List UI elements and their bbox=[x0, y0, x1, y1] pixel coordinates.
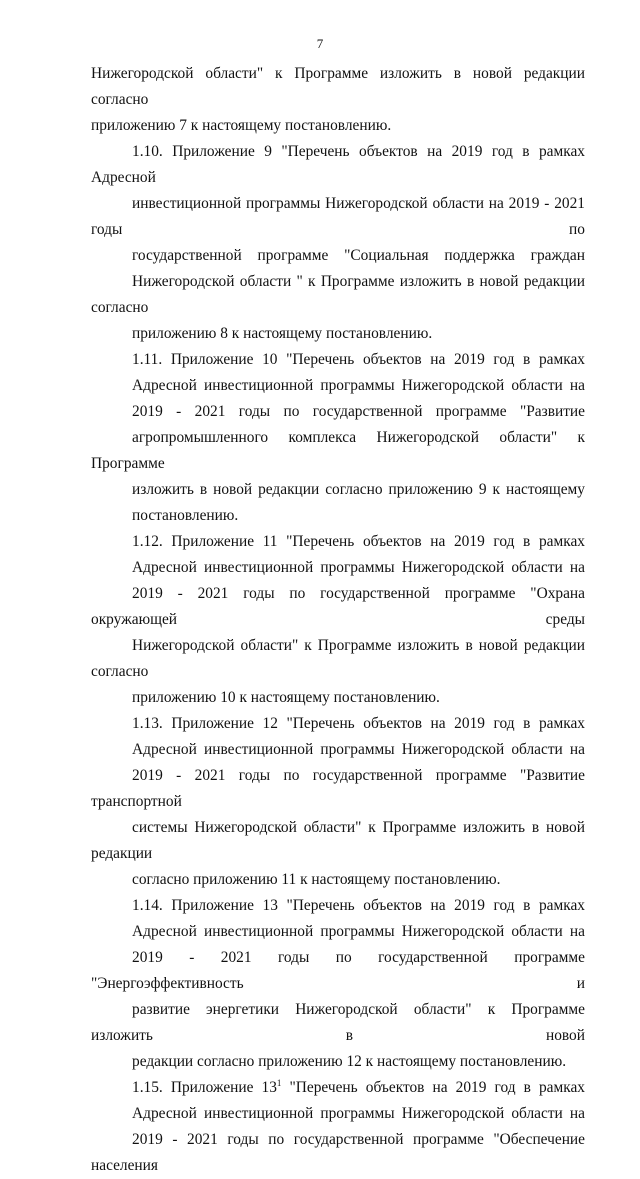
text-line bbox=[91, 997, 585, 1049]
line-text: приложению 7 к настоящему постановлению. bbox=[91, 117, 392, 134]
text-line bbox=[91, 477, 585, 503]
line-text: редакции согласно приложению 12 к настоящему постановлению. bbox=[132, 1053, 567, 1070]
text-line bbox=[91, 1101, 585, 1127]
line-text: государственной программе "Социальная поддержка граждан bbox=[132, 247, 585, 264]
text-line bbox=[91, 529, 585, 555]
line-text: приложению 10 к настоящему постановлению. bbox=[132, 689, 440, 706]
paragraph bbox=[91, 61, 585, 139]
text-line bbox=[91, 893, 585, 919]
line-text: согласно приложению 11 к настоящему постановлению. bbox=[132, 871, 501, 888]
text-line bbox=[91, 347, 585, 373]
paragraph bbox=[91, 347, 585, 529]
line-text-continued: "Перечень объектов на 2019 год в рамках bbox=[281, 1079, 585, 1096]
line-text: 2019 - 2021 годы по государственной программе "Энергоэффективность и bbox=[91, 949, 585, 992]
page-number: 7 bbox=[316, 36, 324, 51]
text-line bbox=[91, 243, 585, 269]
line-text: приложению 8 к настоящему постановлению. bbox=[132, 325, 433, 342]
paragraph bbox=[91, 529, 585, 711]
line-text: 2019 - 2021 годы по государственной программе "Охрана окружающей среды bbox=[91, 585, 585, 628]
line-text: Нижегородской области" к Программе изложить в новой редакции согласно bbox=[91, 65, 585, 108]
text-line bbox=[91, 191, 585, 243]
text-line bbox=[91, 113, 585, 139]
line-text: Адресной инвестиционной программы Нижегородской области на bbox=[132, 559, 585, 576]
text-line bbox=[91, 139, 585, 191]
text-line bbox=[91, 737, 585, 763]
text-line bbox=[91, 867, 585, 893]
line-text: 1.15. Приложение 13 bbox=[132, 1079, 277, 1096]
line-text: системы Нижегородской области" к Программе изложить в новой редакции bbox=[91, 819, 585, 862]
text-line bbox=[91, 685, 585, 711]
paragraph bbox=[91, 139, 585, 347]
text-line bbox=[91, 763, 585, 815]
line-text: 2019 - 2021 годы по государственной программе "Развитие транспортной bbox=[91, 767, 585, 810]
text-line bbox=[91, 581, 585, 633]
text-line bbox=[91, 945, 585, 997]
text-line bbox=[91, 555, 585, 581]
line-text: постановлению. bbox=[132, 507, 239, 524]
line-text: Нижегородской области " к Программе изложить в новой редакции согласно bbox=[91, 273, 585, 316]
text-line bbox=[91, 503, 585, 529]
line-text: 1.12. Приложение 11 "Перечень объектов на 2019 год в рамках bbox=[132, 533, 585, 550]
text-line bbox=[91, 815, 585, 867]
text-line bbox=[91, 1049, 585, 1075]
line-text: 1.11. Приложение 10 "Перечень объектов на 2019 год в рамках bbox=[132, 351, 585, 368]
text-line bbox=[91, 399, 585, 425]
paragraph bbox=[91, 711, 585, 893]
text-line bbox=[91, 425, 585, 477]
text-line bbox=[91, 373, 585, 399]
text-line bbox=[91, 321, 585, 347]
line-text: 1.14. Приложение 13 "Перечень объектов на 2019 год в рамках bbox=[132, 897, 585, 914]
text-line bbox=[91, 61, 585, 113]
line-text: агропромышленного комплекса Нижегородской области" к Программе bbox=[91, 429, 585, 472]
text-line bbox=[91, 269, 585, 321]
line-text: Адресной инвестиционной программы Нижегородской области на bbox=[132, 741, 585, 758]
superscript: 1 bbox=[276, 1077, 282, 1088]
text-line bbox=[91, 1127, 585, 1179]
line-text: 2019 - 2021 годы по государственной программе "Развитие bbox=[132, 403, 585, 420]
line-text: развитие энергетики Нижегородской области" к Программе изложить в новой bbox=[91, 1001, 585, 1044]
text-line bbox=[91, 1075, 585, 1101]
line-text: Адресной инвестиционной программы Нижегородской области на bbox=[132, 923, 585, 940]
line-text: инвестиционной программы Нижегородской области на 2019 - 2021 годы по bbox=[91, 195, 585, 238]
line-text: Адресной инвестиционной программы Нижегородской области на bbox=[132, 377, 585, 394]
document-body bbox=[91, 61, 585, 1179]
line-text: 1.13. Приложение 12 "Перечень объектов на 2019 год в рамках bbox=[132, 715, 585, 732]
line-text: Нижегородской области" к Программе изложить в новой редакции согласно bbox=[91, 637, 585, 680]
text-line bbox=[91, 711, 585, 737]
line-text: 1.10. Приложение 9 "Перечень объектов на 2019 год в рамках Адресной bbox=[91, 143, 585, 186]
text-line bbox=[91, 633, 585, 685]
line-text: изложить в новой редакции согласно приложению 9 к настоящему bbox=[132, 481, 585, 498]
line-text: 2019 - 2021 годы по государственной программе "Обеспечение населения bbox=[91, 1131, 585, 1174]
paragraph bbox=[91, 893, 585, 1075]
paragraph bbox=[91, 1075, 585, 1179]
line-text: Адресной инвестиционной программы Нижегородской области на bbox=[132, 1105, 585, 1122]
text-line bbox=[91, 919, 585, 945]
